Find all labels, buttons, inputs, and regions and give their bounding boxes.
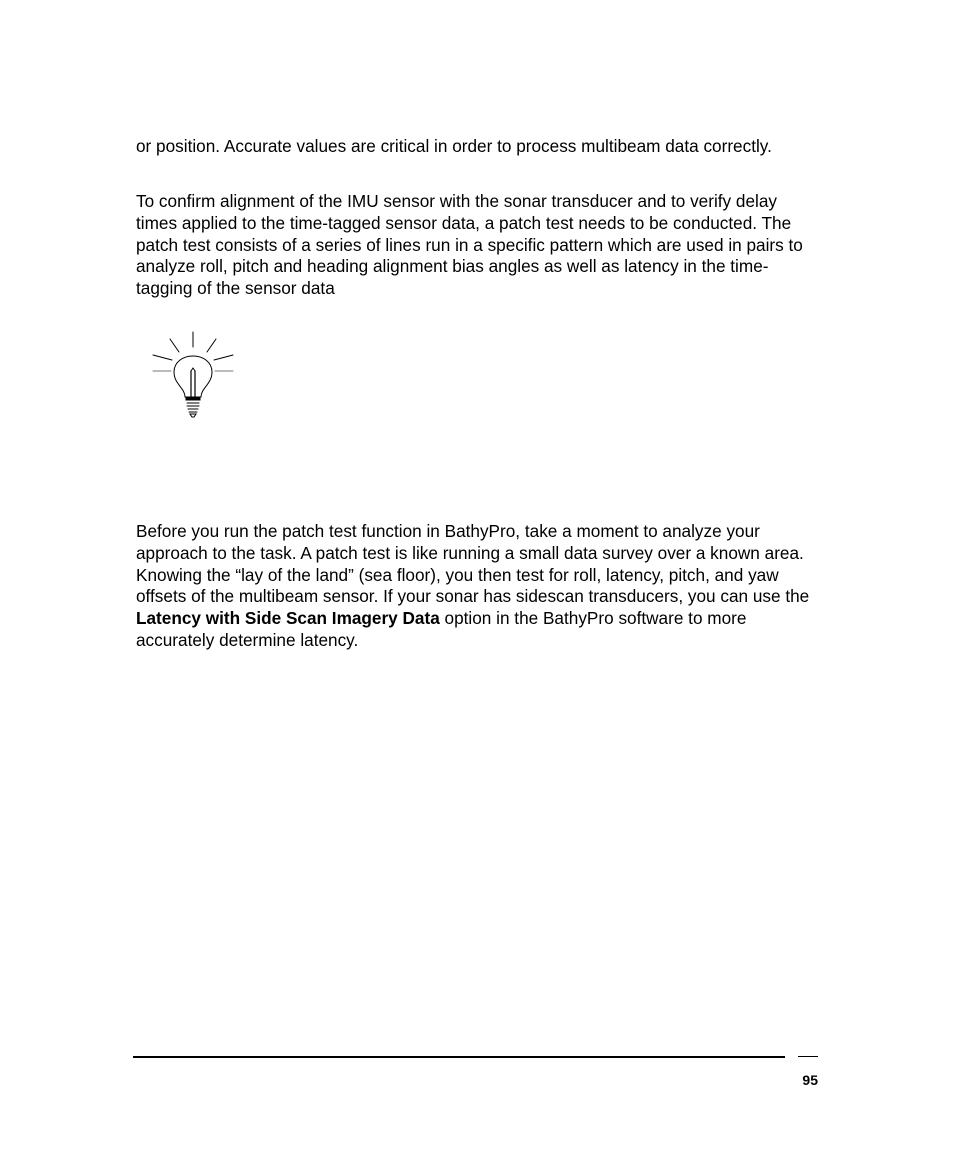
body-paragraph-3 [136, 521, 816, 652]
latency-option-name: Latency with Side Scan Imagery Data [136, 608, 440, 629]
body-paragraph-1: or position. Accurate values are critical in order to process multibeam data correctly. [136, 136, 772, 156]
page-number: 95 [802, 1072, 818, 1088]
paragraph-3-text-start: Before you run the patch test function in BathyPro, take a moment to analyze your approach to the task. A patch test is like running a small data survey over a known area. Knowing the “lay of the land” (sea floor), you then test for roll, latency, pitch, and yaw offsets of the multibeam sensor. If your sonar has sidescan transducers, you can use the [136, 521, 810, 607]
footer-rule [133, 1056, 785, 1058]
paragraph-3-text-end: option in the BathyPro software to more accurately determine latency. [136, 608, 747, 650]
lightbulb-icon [150, 330, 236, 420]
footer-page-rule [798, 1056, 818, 1057]
body-paragraph-2: To confirm alignment of the IMU sensor with the sonar transducer and to verify delay times applied to the time-tagged sensor data, a patch test needs to be conducted. The patch test consists of a series of lines run in a specific pattern which are used in pairs to analyze roll, pitch and heading alignment bias angles as well as latency in the time-tagging of the sensor data [136, 191, 803, 299]
